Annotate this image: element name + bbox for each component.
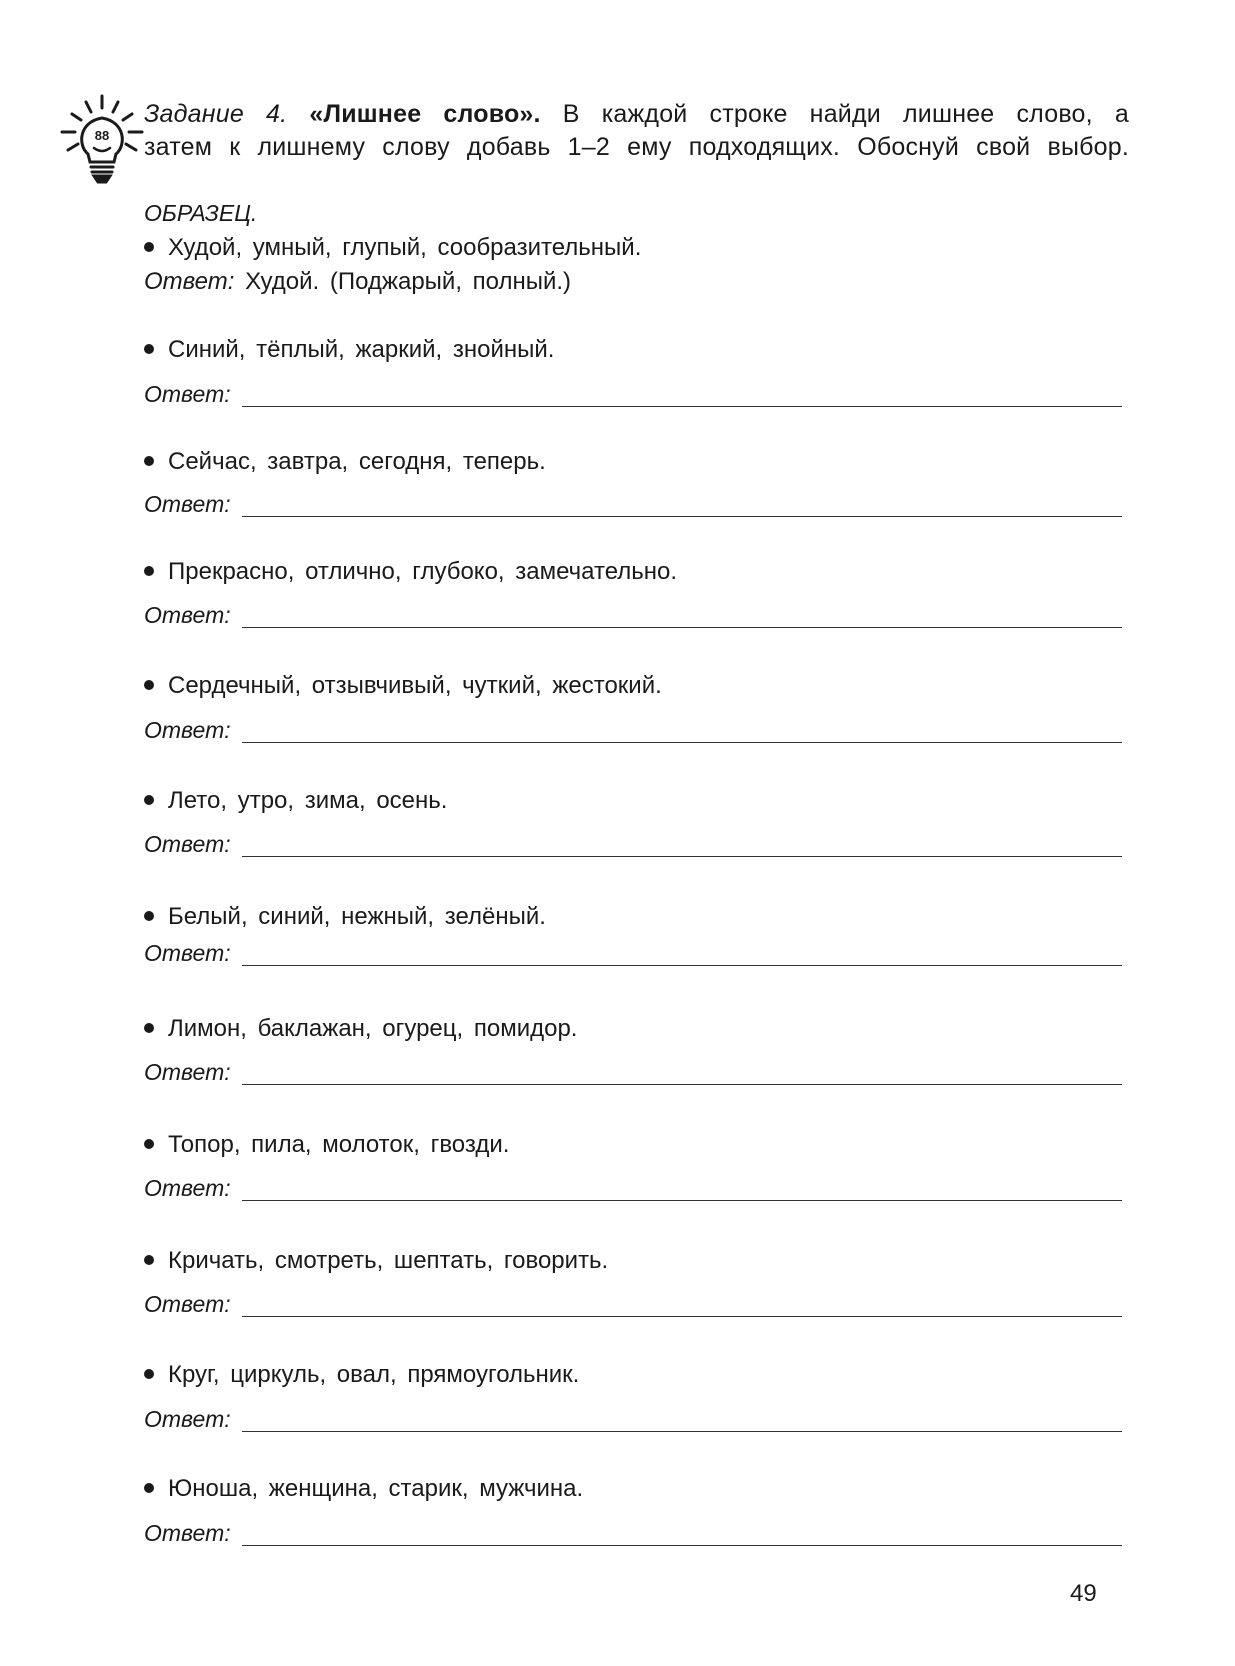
answer-line-9[interactable]: [242, 1316, 1122, 1317]
answer-line-10[interactable]: [242, 1431, 1122, 1432]
answer-line-6[interactable]: [242, 965, 1122, 966]
answer-label: Ответ:: [144, 940, 231, 966]
answer-line-1[interactable]: [242, 406, 1122, 407]
exercise-item-1: [144, 336, 554, 364]
task-text-line1: В каждой строке найди лишнее слово, а: [540, 100, 1129, 128]
answer-line-2[interactable]: [242, 516, 1122, 517]
sample-words: Худой, умный, глупый, сообразительный.: [168, 234, 642, 261]
answer-row-6: [144, 940, 1124, 970]
exercise-item-11: [144, 1475, 583, 1503]
answer-row-4: [144, 717, 1124, 747]
bullet-icon: [144, 1023, 154, 1033]
exercise-item-3: [144, 558, 677, 586]
exercise-item-4: [144, 672, 662, 700]
lightbulb-icon: [58, 92, 146, 188]
answer-line-11[interactable]: [242, 1545, 1122, 1546]
bullet-icon: [144, 242, 154, 252]
answer-label: Ответ:: [144, 491, 231, 517]
exercise-item-9: [144, 1247, 608, 1275]
bullet-icon: [144, 680, 154, 690]
answer-row-10: [144, 1406, 1124, 1436]
bullet-icon: [144, 795, 154, 805]
answer-line-4[interactable]: [242, 742, 1122, 743]
sample-item: [144, 234, 641, 262]
bullet-icon: [144, 566, 154, 576]
bullet-icon: [144, 1139, 154, 1149]
answer-line-5[interactable]: [242, 856, 1122, 857]
item-words: Юноша, женщина, старик, мужчина.: [168, 1475, 584, 1502]
answer-label: Ответ:: [144, 717, 231, 743]
answer-label: Ответ:: [144, 1059, 231, 1085]
answer-row-8: [144, 1175, 1124, 1205]
answer-row-2: [144, 491, 1124, 521]
task-text-line2: затем к лишнему слову добавь 1–2 ему подходящих. Обоснуй свой выбор.: [144, 133, 1129, 161]
task-label: Задание 4.: [144, 100, 288, 128]
item-words: Лето, утро, зима, осень.: [168, 787, 448, 814]
answer-row-5: [144, 831, 1124, 861]
answer-label: Ответ:: [144, 1520, 231, 1546]
task-name: «Лишнее слово».: [309, 100, 541, 128]
task-instructions: [144, 98, 1129, 164]
bullet-icon: [144, 344, 154, 354]
answer-row-3: [144, 602, 1124, 632]
item-words: Белый, синий, нежный, зелёный.: [168, 903, 546, 930]
sample-label: ОБРАЗЕЦ.: [144, 200, 258, 226]
bullet-icon: [144, 1483, 154, 1493]
item-words: Прекрасно, отлично, глубоко, замечательно.: [168, 558, 678, 585]
answer-label: Ответ:: [144, 602, 231, 628]
answer-row-7: [144, 1059, 1124, 1089]
answer-row-11: [144, 1520, 1124, 1550]
answer-line-3[interactable]: [242, 627, 1122, 628]
bullet-icon: [144, 1369, 154, 1379]
answer-label: Ответ:: [144, 1291, 231, 1317]
bullet-icon: [144, 911, 154, 921]
sample-answer-label: Ответ:: [144, 268, 235, 295]
sample-answer: [144, 268, 571, 296]
answer-label: Ответ:: [144, 1175, 231, 1201]
answer-line-8[interactable]: [242, 1200, 1122, 1201]
exercise-item-8: [144, 1131, 509, 1159]
page-number: 49: [1070, 1580, 1097, 1607]
item-words: Сердечный, отзывчивый, чуткий, жестокий.: [168, 672, 662, 699]
item-words: Синий, тёплый, жаркий, знойный.: [168, 336, 555, 363]
answer-row-9: [144, 1291, 1124, 1321]
bullet-icon: [144, 456, 154, 466]
exercise-item-6: [144, 903, 546, 931]
item-words: Топор, пила, молоток, гвозди.: [168, 1131, 510, 1158]
bullet-icon: [144, 1255, 154, 1265]
exercise-item-7: [144, 1015, 577, 1043]
answer-row-1: [144, 381, 1124, 411]
answer-label: Ответ:: [144, 1406, 231, 1432]
exercise-item-2: [144, 448, 546, 476]
item-words: Лимон, баклажан, огурец, помидор.: [168, 1015, 578, 1042]
answer-label: Ответ:: [144, 381, 231, 407]
answer-line-7[interactable]: [242, 1084, 1122, 1085]
item-words: Круг, циркуль, овал, прямоугольник.: [168, 1361, 580, 1388]
sample-answer-text: Худой. (Поджарый, полный.): [234, 268, 572, 295]
lightbulb-eyes: 88: [94, 128, 110, 143]
item-words: Сейчас, завтра, сегодня, теперь.: [168, 448, 546, 475]
answer-label: Ответ:: [144, 831, 231, 857]
exercise-item-10: [144, 1361, 579, 1389]
item-words: Кричать, смотреть, шептать, говорить.: [168, 1247, 609, 1274]
exercise-item-5: [144, 787, 447, 815]
